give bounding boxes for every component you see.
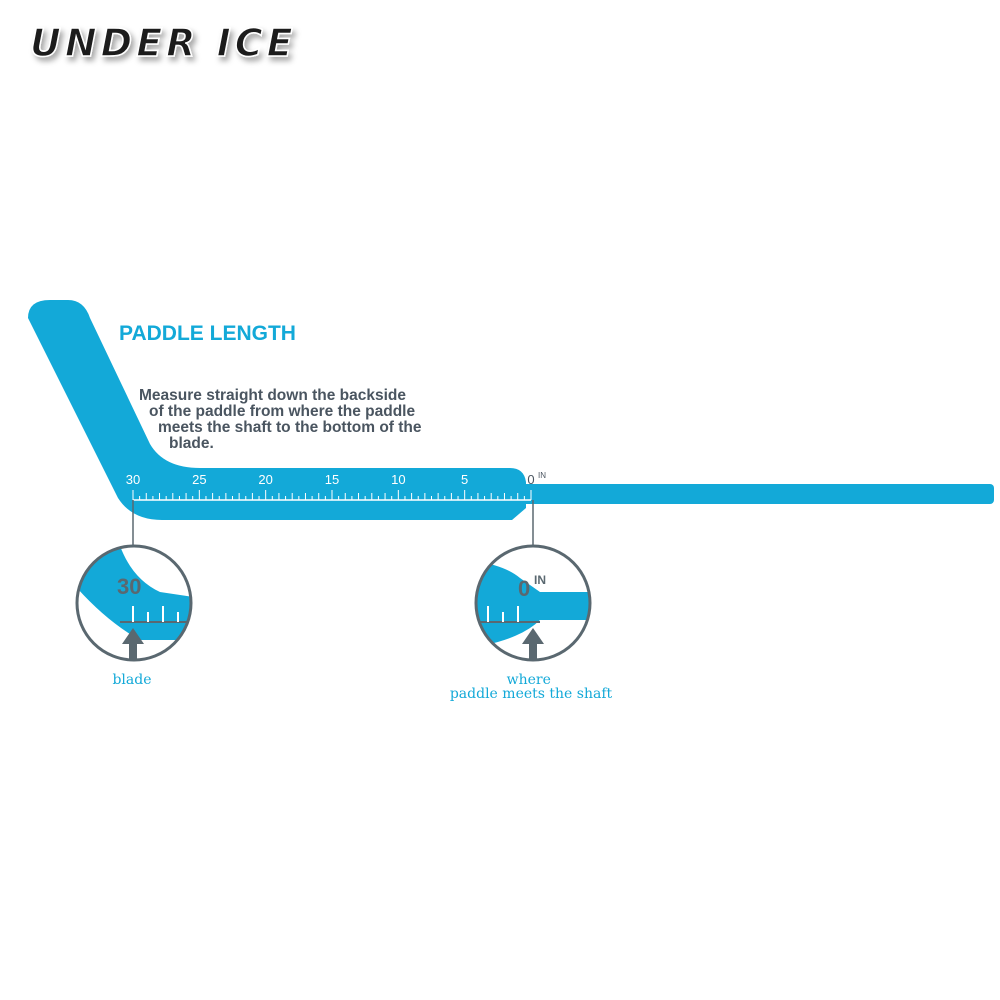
shaft-caption-line: where: [506, 672, 551, 688]
shaft-callout: [450, 546, 613, 702]
blade-callout: [70, 540, 200, 688]
shaft-caption: [450, 672, 613, 702]
instruction-line: Measure straight down the backside: [139, 387, 407, 404]
arrow-up-icon: [522, 628, 544, 660]
instruction-line: of the paddle from where the paddle: [149, 403, 416, 420]
brand-logo: UNDER ICE: [30, 21, 297, 65]
ruler-tick-label: 10: [391, 472, 406, 487]
shaft-caption-line: paddle meets the shaft: [449, 686, 613, 702]
instruction-text: [139, 387, 426, 452]
ruler-tick-label: 5: [461, 472, 469, 487]
ruler-unit-label: IN: [538, 471, 546, 480]
shaft-zoom-value: 0: [518, 576, 531, 601]
ruler-tick-label: 25: [192, 472, 207, 487]
ruler-tick-label: 0: [527, 472, 535, 487]
stick-shaft: [520, 484, 994, 504]
diagram-title: PADDLE LENGTH: [119, 322, 296, 345]
shaft-zoom-unit: IN: [534, 573, 546, 587]
ruler-tick-label: 20: [258, 472, 273, 487]
instruction-line: meets the shaft to the bottom of the: [158, 419, 422, 436]
blade-zoom-value: 30: [117, 574, 142, 599]
instruction-line: blade.: [169, 435, 214, 452]
ruler-tick-label: 15: [324, 472, 340, 487]
ruler-tick-label: 30: [125, 472, 141, 487]
blade-caption: blade: [112, 672, 152, 688]
